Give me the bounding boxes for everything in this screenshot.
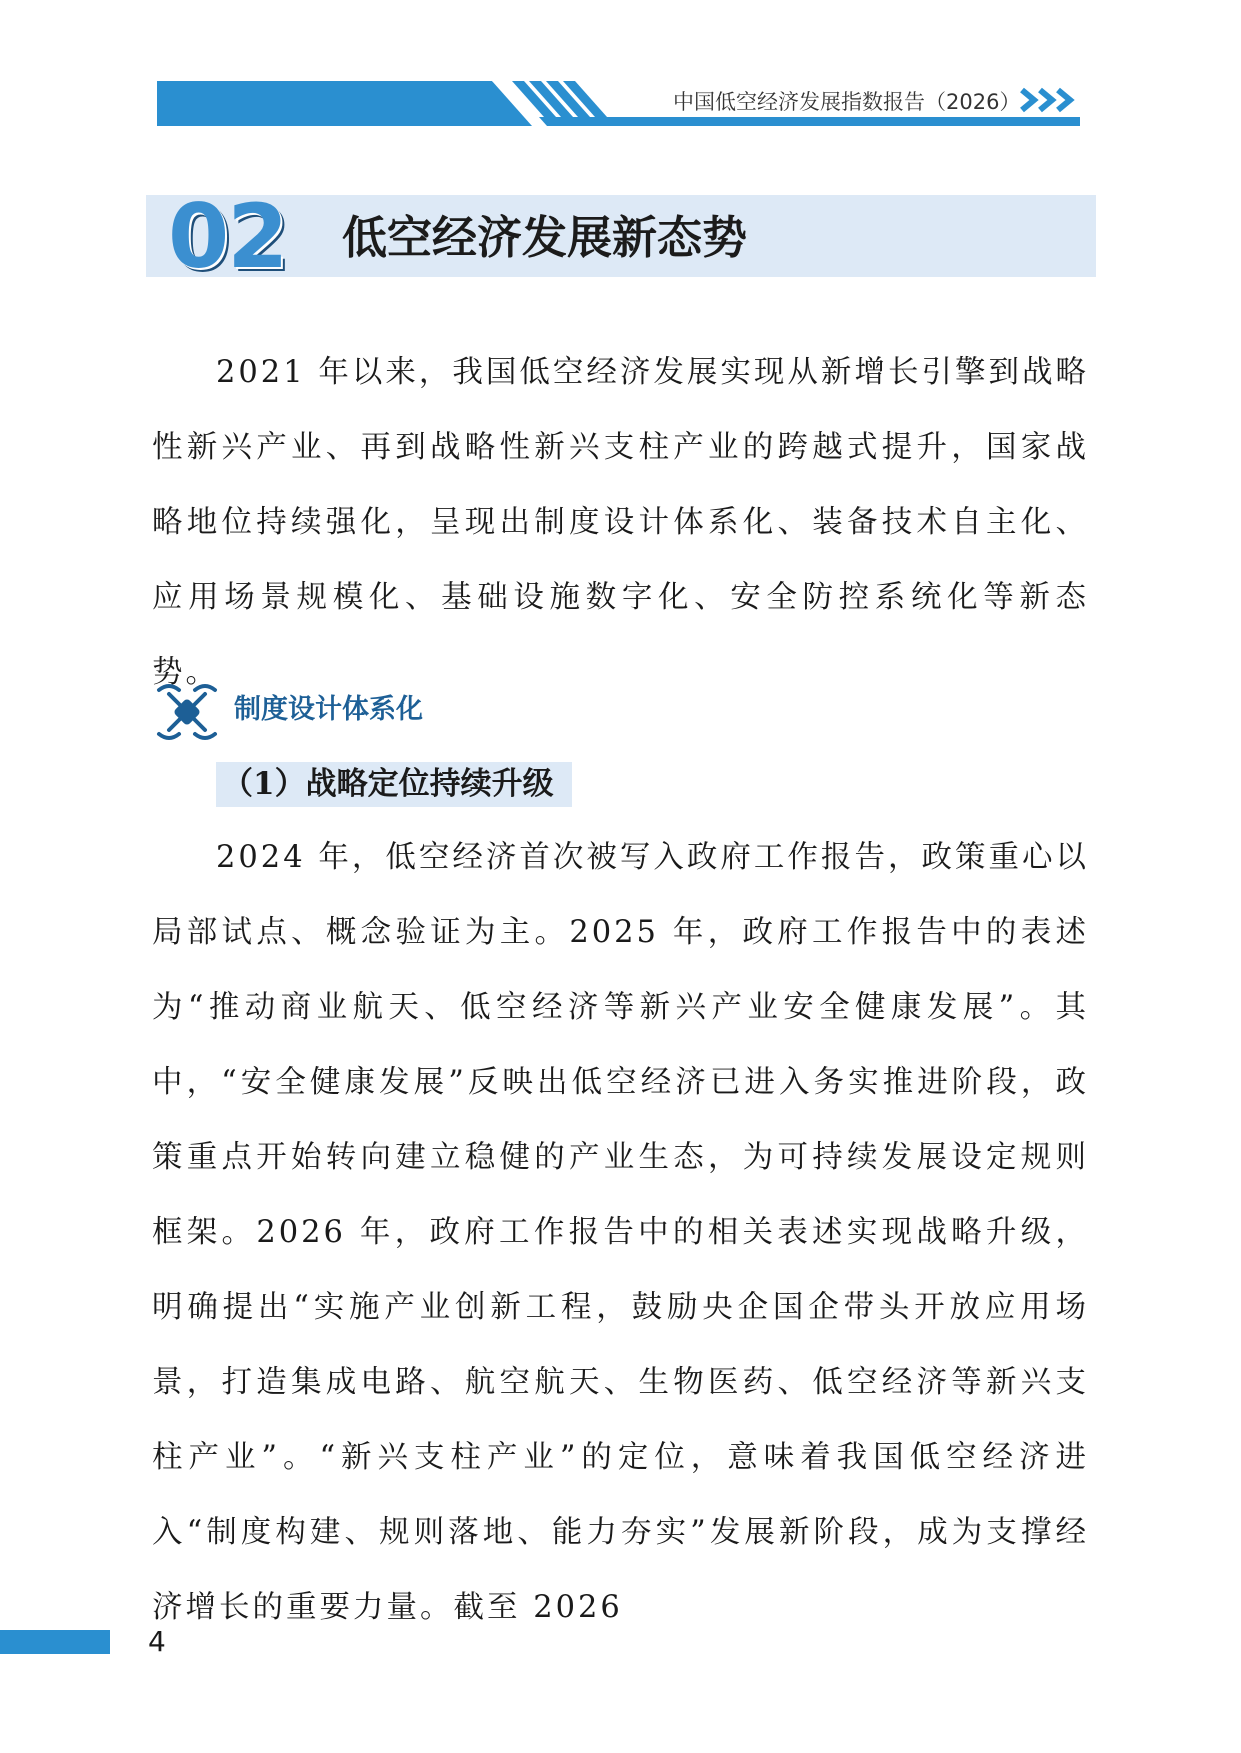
page-number: 4	[148, 1625, 166, 1658]
header-report-title: 中国低空经济发展指数报告（2026）	[673, 90, 1021, 114]
chapter-title: 低空经济发展新态势	[342, 211, 748, 264]
subsection-title: （1）战略定位持续升级	[222, 766, 554, 802]
chevron-right-icon	[1018, 86, 1082, 114]
header-stripes-decoration	[372, 81, 632, 126]
footer-bar	[0, 1630, 110, 1654]
chapter-number: 02	[168, 185, 287, 288]
section-title: 制度设计体系化	[234, 694, 423, 725]
body-paragraph: 2024 年，低空经济首次被写入政府工作报告，政策重心以局部试点、概念验证为主。2025 年，政府工作报告中的表述为“推动商业航天、低空经济等新兴产业安全健康发展”。其中，“安全健康发展”反映出低空经济已进入务实推进阶段，政策重点开始转向建立稳健的产业生态，为可持续发展设定规则框架。2026 年，政府工作报告中的相关表述实现战略升级，明确提出“实施产业创新工程，鼓励央企国企带头开放应用场景，打造集成电路、航空航天、生物医药、低空经济等新兴支柱产业”。“新兴支柱产业”的定位，意味着我国低空经济进入“制度构建、规则落地、能力夯实”发展新阶段，成为支撑经济增长的重要力量。截至 2026	[152, 840, 1089, 1625]
intro-paragraph: 2021 年以来，我国低空经济发展实现从新增长引擎到战略性新兴产业、再到战略性新兴支柱产业的跨越式提升，国家战略地位持续强化，呈现出制度设计体系化、装备技术自主化、应用场景规模化、基础设施数字化、安全防控系统化等新态势。	[152, 355, 1089, 690]
drone-icon	[155, 680, 219, 744]
